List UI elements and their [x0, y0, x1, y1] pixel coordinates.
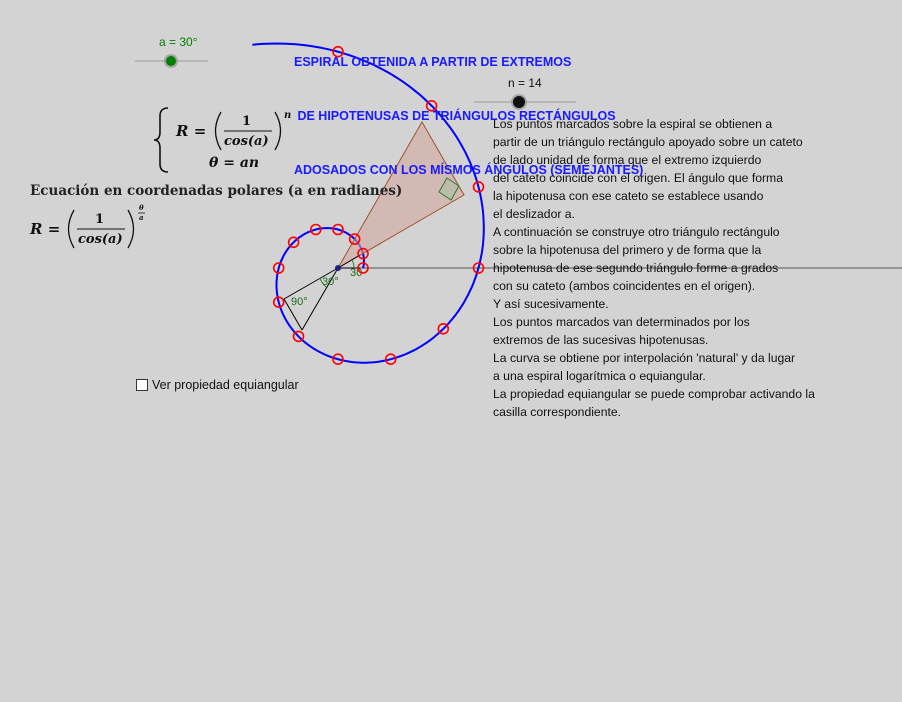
description-line: a una espiral logarítmica o equiangular. [493, 369, 706, 383]
description-line: casilla correspondiente. [493, 405, 622, 419]
description-line: la hipotenusa con ese cateto se establece usando [493, 189, 764, 203]
description-line: A continuación se construye otro triángulo rectángulo [493, 225, 780, 239]
polar-denominator: cos(a) [78, 232, 123, 247]
equiangular-checkbox[interactable] [136, 379, 148, 391]
polar-equation-title: Ecuación en coordenadas polares (a en radianes) [30, 183, 403, 199]
polar-exp-theta: θ [139, 203, 144, 212]
description-line: La propiedad equiangular se puede comprobar activando la [493, 387, 815, 401]
paren-right-1 [275, 112, 281, 150]
description-line: Los puntos marcados sobre la espiral se obtienen a [493, 117, 773, 131]
slider-a[interactable] [135, 54, 208, 68]
description-line: de lado unidad de forma que el extremo izquierdo [493, 153, 762, 167]
polar-numerator: 1 [95, 212, 105, 227]
description-line: Los puntos marcados van determinados por los [493, 315, 750, 329]
eq1-numerator: 1 [242, 114, 252, 129]
eq1-denominator: cos(a) [224, 134, 269, 149]
paren-right-2 [128, 210, 134, 248]
equation-brace [154, 108, 168, 172]
description-line: el deslizador a. [493, 207, 575, 221]
description-line: partir de un triángulo rectángulo apoyado sobre un cateto [493, 135, 803, 149]
description-line: del cateto coincide con el origen. El ángulo que forma [493, 171, 783, 185]
angle-label-1: 30 [350, 267, 363, 279]
description-text [493, 115, 815, 421]
first-triangles [284, 255, 363, 330]
description-line: extremos de las sucesivas hipotenusas. [493, 333, 709, 347]
title-line: ESPIRAL OBTENIDA A PARTIR DE EXTREMOS [294, 55, 572, 69]
description-line: La curva se obtiene por interpolación 'natural' y da lugar [493, 351, 796, 365]
angle-label-2: 30° [322, 276, 339, 288]
paren-left-1 [216, 112, 222, 150]
title-line: ADOSADOS CON LOS MÍSMOS ÁNGULOS (SEMEJANTES) [294, 163, 644, 177]
polar-exp-a: a [139, 213, 144, 222]
description-line: sobre la hipotenusa del primero y de forma que la [493, 243, 762, 257]
equiangular-checkbox-label: Ver propiedad equiangular [152, 378, 299, 392]
slider-a-label: a = 30° [159, 35, 198, 49]
eq1-exponent: n [284, 110, 292, 121]
right-angle-label: 90° [291, 296, 308, 308]
description-line: Y así sucesivamente. [493, 297, 609, 311]
equiangular-checkbox-row[interactable] [136, 378, 299, 392]
eq1-R: R = [176, 122, 207, 140]
description-line: hipotenusa de ese segundo triángulo forme a grados [493, 261, 779, 275]
title-line: DE HIPOTENUSAS DE TRIÁNGULOS RECTÁNGULOS [294, 109, 616, 123]
slider-n-label: n = 14 [508, 76, 542, 90]
paren-left-2 [69, 210, 75, 248]
eq2-theta: θ = an [209, 155, 260, 171]
description-line: con su cateto (ambos coincidentes en el origen). [493, 279, 756, 293]
origin-point[interactable] [335, 265, 341, 271]
polar-R: R = [30, 220, 61, 238]
